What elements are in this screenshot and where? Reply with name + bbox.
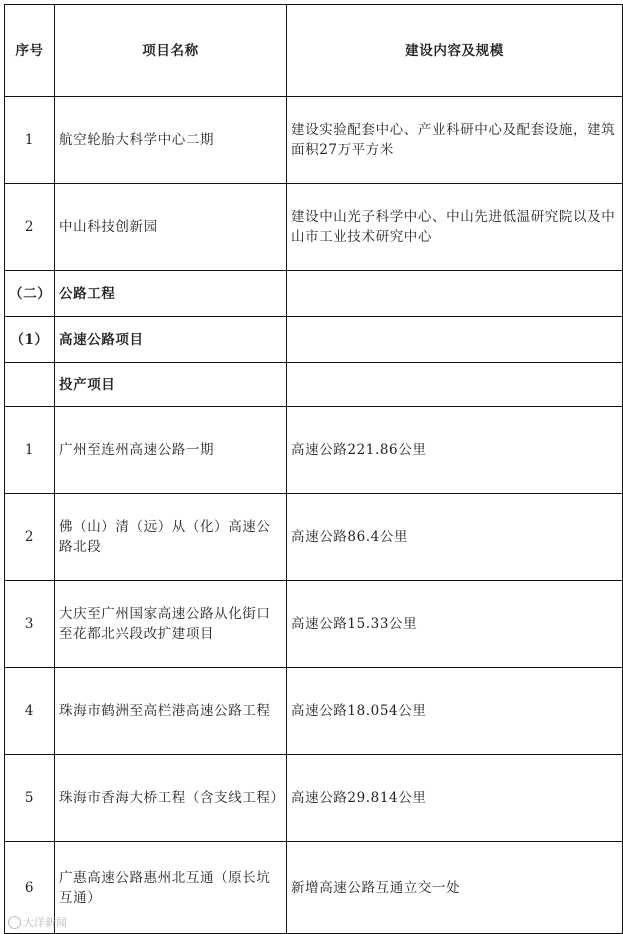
row-content: 建设实验配套中心、产业科研中心及配套设施，建筑面积27万平方米 [287, 97, 623, 184]
table-row [5, 407, 623, 494]
section-title: 投产项目 [55, 363, 287, 407]
row-project-name: 珠海市香海大桥工程（含支线工程） [55, 755, 287, 842]
section-row [5, 363, 623, 407]
row-content: 高速公路86.4公里 [287, 494, 623, 581]
row-project-name: 广惠高速公路惠州北互通（原长坑互通） [55, 842, 287, 934]
row-index: 4 [5, 668, 55, 755]
row-index: 1 [5, 97, 55, 184]
row-index: 2 [5, 184, 55, 271]
table-row [5, 581, 623, 668]
row-project-name: 中山科技创新园 [55, 184, 287, 271]
row-project-name: 广州至连州高速公路一期 [55, 407, 287, 494]
table-row [5, 184, 623, 271]
row-index: 1 [5, 407, 55, 494]
header-content-scale: 建设内容及规模 [287, 5, 623, 97]
header-index: 序号 [5, 5, 55, 97]
row-content: 高速公路221.86公里 [287, 407, 623, 494]
watermark [8, 914, 67, 930]
watermark-text: 大洋新闻 [23, 916, 67, 929]
row-project-name: 珠海市鹤洲至高栏港高速公路工程 [55, 668, 287, 755]
table-row [5, 494, 623, 581]
table-row [5, 842, 623, 934]
section-title: 高速公路项目 [55, 317, 287, 363]
section-index: （1） [5, 317, 55, 363]
table-row [5, 97, 623, 184]
section-content [287, 363, 623, 407]
row-index: 3 [5, 581, 55, 668]
row-content: 建设中山光子科学中心、中山先进低温研究院以及中山市工业技术研究中心 [287, 184, 623, 271]
row-content: 新增高速公路互通立交一处 [287, 842, 623, 934]
watermark-logo-icon [8, 916, 21, 929]
row-project-name: 航空轮胎大科学中心二期 [55, 97, 287, 184]
table-header-row [5, 5, 623, 97]
header-project-name: 项目名称 [55, 5, 287, 97]
row-content: 高速公路18.054公里 [287, 668, 623, 755]
section-row [5, 271, 623, 317]
section-index [5, 363, 55, 407]
section-index: （二） [5, 271, 55, 317]
row-index: 2 [5, 494, 55, 581]
row-index: 6 [5, 842, 55, 934]
section-title: 公路工程 [55, 271, 287, 317]
row-project-name: 佛（山）清（远）从（化）高速公路北段 [55, 494, 287, 581]
row-project-name: 大庆至广州国家高速公路从化街口至花都北兴段改扩建项目 [55, 581, 287, 668]
project-table [4, 4, 623, 934]
section-content [287, 271, 623, 317]
table-row [5, 755, 623, 842]
row-index: 5 [5, 755, 55, 842]
section-content [287, 317, 623, 363]
section-row [5, 317, 623, 363]
table-row [5, 668, 623, 755]
row-content: 高速公路29.814公里 [287, 755, 623, 842]
row-content: 高速公路15.33公里 [287, 581, 623, 668]
